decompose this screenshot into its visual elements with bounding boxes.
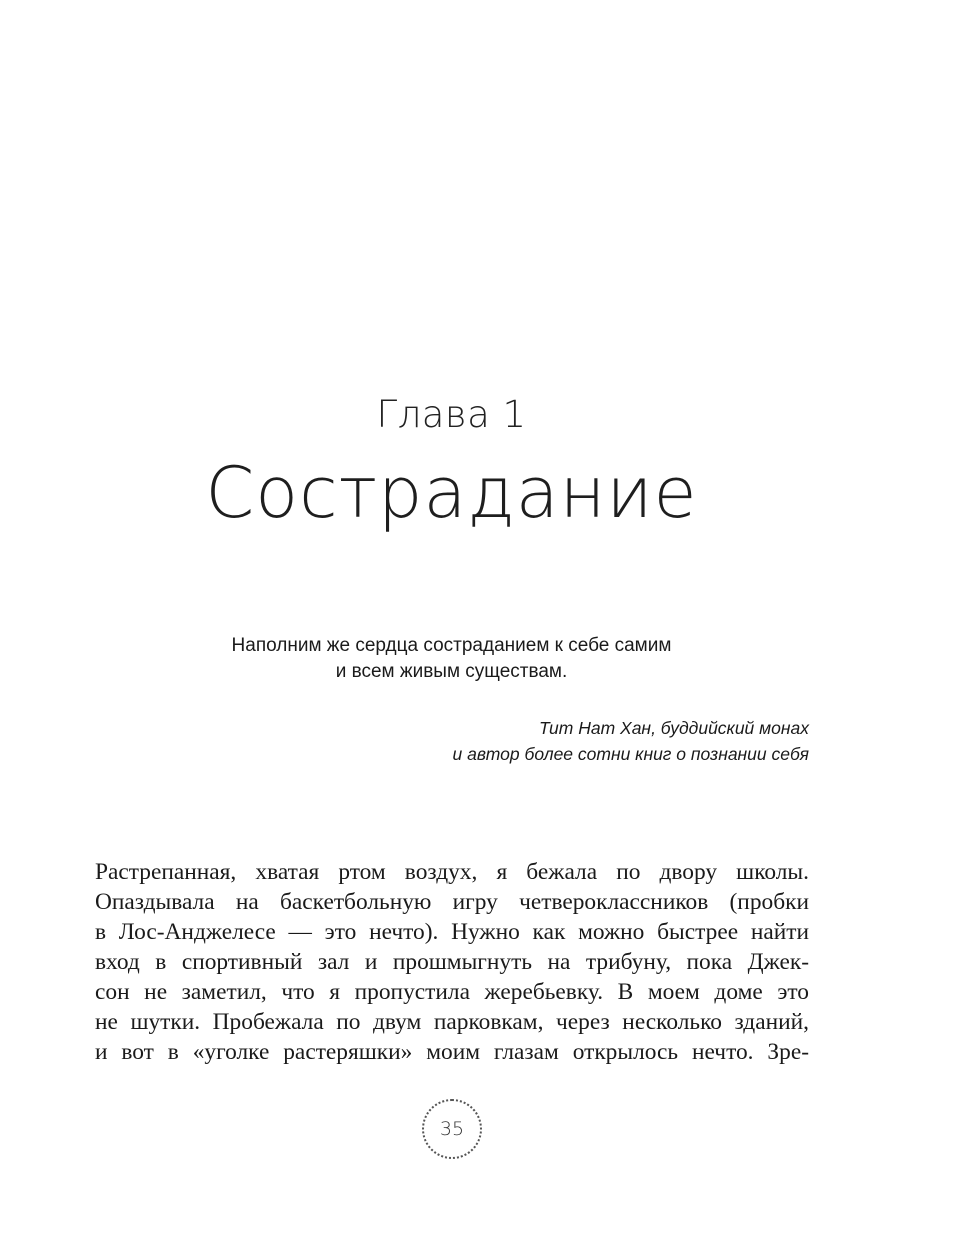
body-line: Опаздывала на баскетбольную игру четвероклассников (пробки	[95, 889, 809, 915]
body-line: и вот в «уголке растеряшки» моим глазам открылось нечто. Зре-	[95, 1039, 809, 1065]
epigraph	[0, 633, 903, 685]
epigraph-line: и всем живым существам.	[335, 661, 568, 682]
attribution-line: и автор более сотни книг о познании себя	[452, 744, 809, 764]
body-text	[95, 857, 809, 1067]
page-number-badge	[422, 1099, 482, 1159]
body-line: сон не заметил, что я пропустила жеребьевку. В моем доме это	[95, 979, 809, 1005]
epigraph-line: Наполним же сердца состраданием к себе самим	[231, 635, 672, 656]
body-line: не шутки. Пробежала по двум парковкам, через несколько зданий,	[95, 1009, 809, 1035]
page-number: 35	[439, 1118, 465, 1140]
body-line: Растрепанная, хватая ртом воздух, я бежала по двору школы.	[95, 859, 809, 885]
attribution-line: Тит Нат Хан, буддийский монах	[538, 718, 809, 738]
body-line: в Лос-Анджелесе — это нечто). Нужно как можно быстрее найти	[95, 919, 809, 945]
body-line: вход в спортивный зал и прошмыгнуть на трибуну, пока Джек-	[95, 949, 809, 975]
epigraph-attribution	[209, 715, 809, 767]
chapter-title: Сострадание	[205, 452, 698, 534]
chapter-number: Глава 1	[376, 393, 527, 436]
